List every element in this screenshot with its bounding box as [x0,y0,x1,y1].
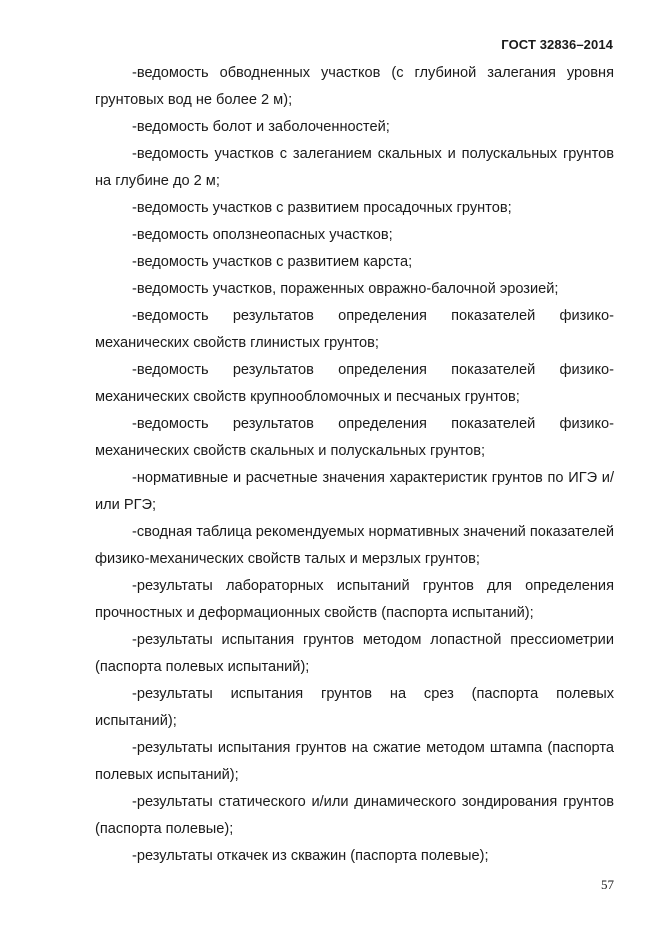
list-item: -ведомость участков с развитием просадочных грунтов; [132,200,512,216]
list-item: -ведомость участков, пораженных овражно-балочной эрозией; [132,281,559,297]
list-item: -нормативные и расчетные значения характеристик грунтов по ИГЭ и/или РГЭ; [95,470,614,513]
document-code-header: ГОСТ 32836–2014 [501,37,613,52]
list-item: -результаты откачек из скважин (паспорта полевые); [132,848,489,864]
list-item: -ведомость результатов определения показателей физико-механических свойств скальных и полускальных грунтов; [95,416,614,459]
list-item: -результаты испытания грунтов методом лопастной прессиометрии (паспорта полевых испытаний); [95,632,614,675]
list-item: -ведомость результатов определения показателей физико-механических свойств крупнообломочных и песчаных грунтов; [95,362,614,405]
list-item: -ведомость обводненных участков (с глубиной залегания уровня грунтовых вод не более 2 м); [95,65,614,108]
document-body [95,60,614,870]
list-item: -результаты статического и/или динамического зондирования грунтов (паспорта полевые); [95,794,614,837]
list-item: -результаты испытания грунтов на сжатие методом штампа (паспорта полевых испытаний); [95,740,614,783]
list-item: -результаты испытания грунтов на срез (паспорта полевых испытаний); [95,686,614,729]
list-item: -ведомость результатов определения показателей физико-механических свойств глинистых грунтов; [95,308,614,351]
list-item: -ведомость участков с залеганием скальных и полускальных грунтов на глубине до 2 м; [95,146,614,189]
list-item: -ведомость болот и заболоченностей; [132,119,390,135]
list-item: -ведомость участков с развитием карста; [132,254,413,270]
list-item: -сводная таблица рекомендуемых нормативных значений показателей физико-механических свойств талых и мерзлых грунтов; [95,524,614,567]
page-number: 57 [601,877,614,892]
list-item: -результаты лабораторных испытаний грунтов для определения прочностных и деформационных свойств (паспорта испытаний); [95,578,614,621]
list-item: -ведомость оползнеопасных участков; [132,227,393,243]
